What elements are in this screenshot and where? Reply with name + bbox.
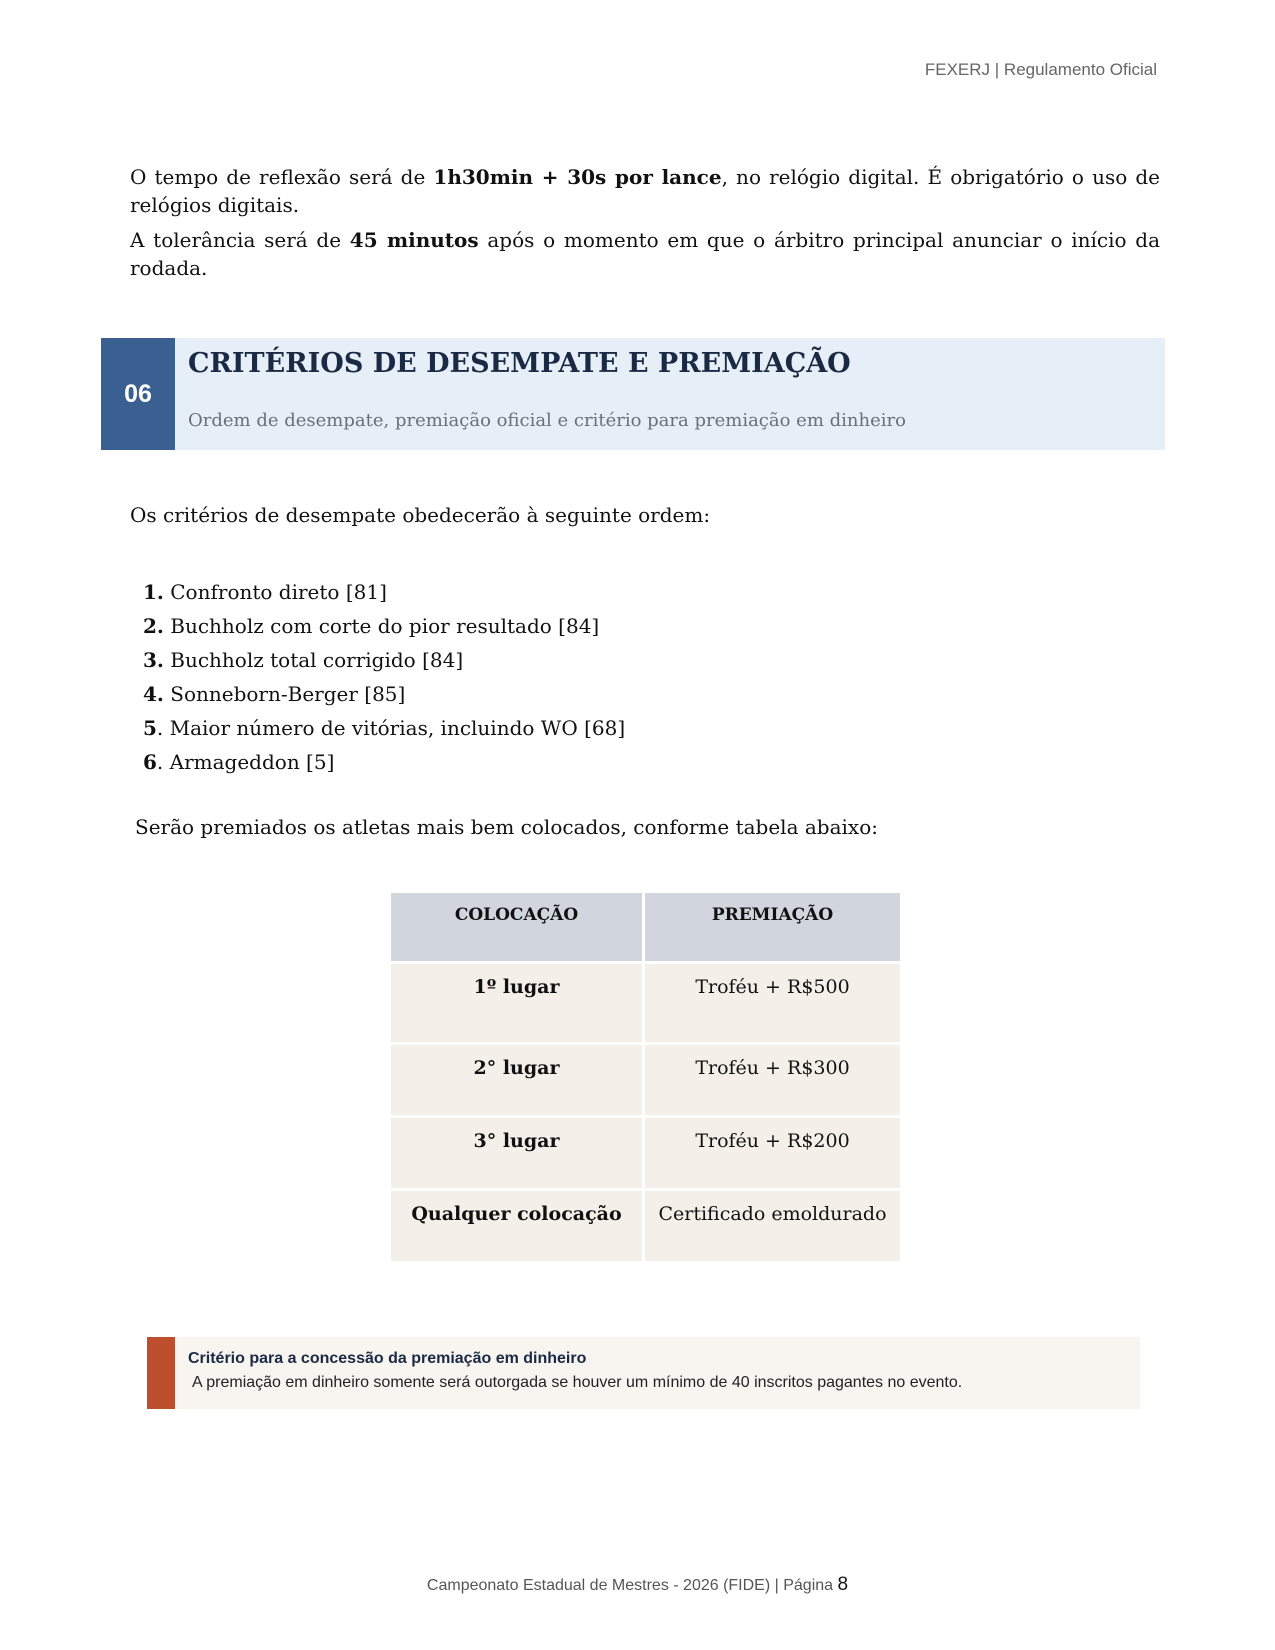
list-item: 6. Armageddon [5] [143,750,335,774]
footer-text: Campeonato Estadual de Mestres - 2026 (FIDE) | Página [426,1577,838,1594]
prize-cell: Certificado emoldurado [645,1191,900,1261]
prize-cell: Troféu + R$500 [645,964,900,1042]
place-cell: 1º lugar [391,964,642,1042]
page-number: 8 [837,1574,849,1595]
prizes-intro: Serão premiados os atletas mais bem colocados, conforme tabela abaixo: [135,815,878,839]
note-accent-bar [147,1337,175,1409]
list-item: 4. Sonneborn-Berger [85] [143,682,406,706]
note-title: Critério para a concessão da premiação em dinheiro [188,1350,587,1367]
table-row [391,1191,900,1261]
table-header-row [391,893,900,961]
prize-table [388,890,903,1264]
section-number: 06 [101,338,175,450]
note-text: A premiação em dinheiro somente será outorgada se houver um mínimo de 40 inscritos pagantes no evento. [192,1374,963,1391]
column-header-prize: PREMIAÇÃO [645,893,900,961]
table-row [391,1045,900,1115]
prize-cell: Troféu + R$200 [645,1118,900,1188]
list-item: 1. Confronto direto [81] [143,580,387,604]
running-header: FEXERJ | Regulamento Oficial [924,60,1157,79]
section-title: CRITÉRIOS DE DESEMPATE E PREMIAÇÃO [188,348,851,379]
page-footer [0,1574,1275,1596]
section-subtitle: Ordem de desempate, premiação oficial e critério para premiação em dinheiro [188,410,906,431]
list-item: 3. Buchholz total corrigido [84] [143,648,464,672]
place-cell: 3° lugar [391,1118,642,1188]
tiebreak-list [143,575,625,779]
prize-cell: Troféu + R$300 [645,1045,900,1115]
time-paragraph: O tempo de reflexão será de 1h30min + 30s por lance, no relógio digital. É obrigatório o uso de relógios digitais. [130,165,1161,217]
place-cell: Qualquer colocação [391,1191,642,1261]
table-row [391,1118,900,1188]
note-box [147,1337,1140,1409]
table-row [391,964,900,1042]
column-header-place: COLOCAÇÃO [391,893,642,961]
list-item: 5. Maior número de vitórias, incluindo WO [68] [143,716,626,740]
place-cell: 2° lugar [391,1045,642,1115]
tolerance-paragraph: A tolerância será de 45 minutos após o momento em que o árbitro principal anunciar o início da rodada. [130,228,1160,280]
tiebreak-intro: Os critérios de desempate obedecerão à seguinte ordem: [130,503,711,527]
list-item: 2. Buchholz com corte do pior resultado [84] [143,614,600,638]
